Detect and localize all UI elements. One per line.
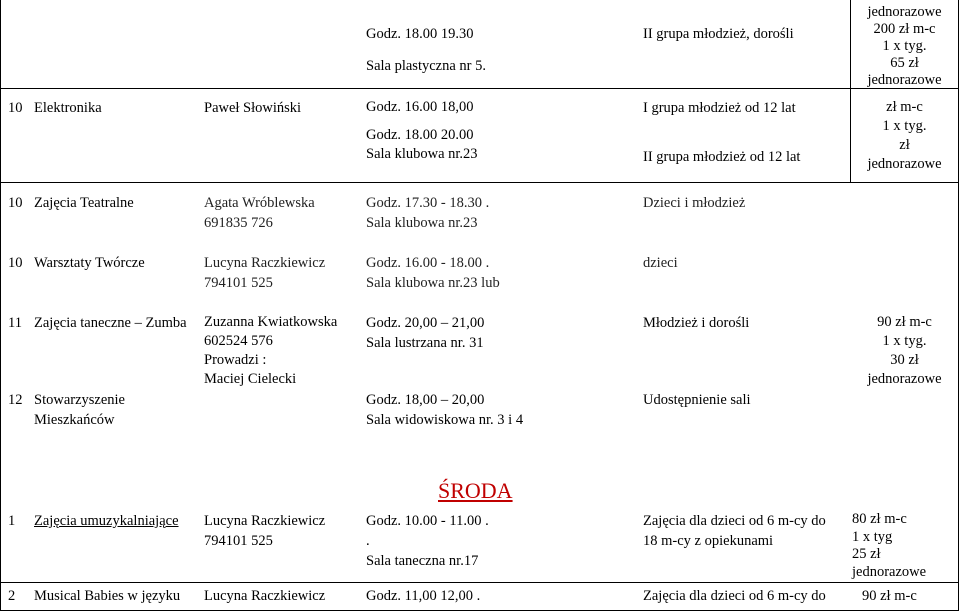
activity-name: Stowarzyszenie Mieszkańców xyxy=(34,392,125,428)
price-cell: 80 zł m-c 1 x tyg 25 zł jednorazowe xyxy=(852,511,927,580)
schedule-time: Godz. 20,00 – 21,00 Sala lustrzana nr. 31 xyxy=(366,315,485,351)
schedule-time: Godz. 17.30 - 18.30 . Sala klubowa nr.23 xyxy=(366,195,490,231)
price-cell: 90 zł m-c 1 x tyg. 30 zł jednorazowe xyxy=(867,314,942,387)
target-group: dzieci xyxy=(643,255,678,271)
instructor-phone: 602524 576 xyxy=(204,333,273,349)
row-number: 10 xyxy=(8,195,23,211)
row-number: 12 xyxy=(8,392,23,408)
price-cell: 90 zł m-c xyxy=(862,588,917,604)
row-number: 10 xyxy=(8,100,23,116)
room-label: Sala plastyczna nr 5. xyxy=(366,58,486,74)
target-group: Młodzież i dorośli xyxy=(643,315,750,331)
activity-name: Warsztaty Twórcze xyxy=(34,255,145,271)
row-divider xyxy=(0,582,959,583)
instructor-phone: 794101 525 xyxy=(204,533,273,549)
price-cell: zł m-c 1 x tyg. zł jednorazowe xyxy=(867,99,942,172)
row-divider xyxy=(0,182,959,183)
target-group: Dzieci i młodzież xyxy=(643,195,746,211)
instructor-name: Zuzanna Kwiatkowska 602524 576 Prowadzi : Maciej Cielecki xyxy=(204,314,338,387)
price-cell: jednorazowe 200 zł m-c 1 x tyg. 65 zł jednorazowe xyxy=(867,4,942,88)
instructor-phone: 691835 726 xyxy=(204,215,273,231)
target-group: Zajęcia dla dzieci od 6 m-cy do xyxy=(643,588,826,604)
schedule-time: Godz. 18.00 19.30 xyxy=(366,26,474,42)
activity-name: Zajęcia taneczne – Zumba xyxy=(34,315,187,331)
target-group: II grupa młodzież, dorośli xyxy=(643,26,794,42)
schedule-time: Godz. 11,00 12,00 . xyxy=(366,588,481,604)
schedule-time: Godz. 10.00 - 11.00 . . Sala taneczna nr.17 xyxy=(366,513,489,569)
table-border-left xyxy=(0,0,1,611)
row-number: 10 xyxy=(8,255,23,271)
column-divider xyxy=(850,0,851,182)
schedule-time: Godz. 18,00 – 20,00 Sala widowiskowa nr. 3 i 4 xyxy=(366,392,524,428)
day-heading: ŚRODA xyxy=(438,478,513,503)
table-border-right xyxy=(958,0,959,611)
instructor-name: Lucyna Raczkiewicz 794101 525 xyxy=(204,255,326,291)
target-group: II grupa młodzież od 12 lat xyxy=(643,149,801,165)
activity-name: Zajęcia umuzykalniające xyxy=(34,513,179,529)
row-number: 1 xyxy=(8,513,16,529)
activity-name: Elektronika xyxy=(34,100,102,116)
instructor-name: Paweł Słowiński xyxy=(204,100,302,116)
instructor-name: Lucyna Raczkiewicz xyxy=(204,588,326,604)
activity-name: Zajęcia Teatralne xyxy=(34,195,134,211)
target-group: Udostępnienie sali xyxy=(643,392,751,408)
activity-name: Musical Babies w języku xyxy=(34,588,181,604)
target-group: I grupa młodzież od 12 lat xyxy=(643,100,796,116)
target-group: Zajęcia dla dzieci od 6 m-cy do 18 m-cy z opiekunami xyxy=(643,513,826,549)
row-number: 2 xyxy=(8,588,16,604)
instructor-name: Agata Wróblewska 691835 726 xyxy=(204,195,315,231)
row-divider xyxy=(0,88,959,89)
schedule-time: Godz. 16.00 - 18.00 . Sala klubowa nr.23 lub xyxy=(366,255,500,291)
schedule-time: Godz. 16.00 18,00 Godz. 18.00 20.00 Sala klubowa nr.23 xyxy=(366,99,478,162)
instructor-phone: 794101 525 xyxy=(204,275,273,291)
instructor-name: Lucyna Raczkiewicz 794101 525 xyxy=(204,513,326,549)
row-number: 11 xyxy=(8,315,22,331)
